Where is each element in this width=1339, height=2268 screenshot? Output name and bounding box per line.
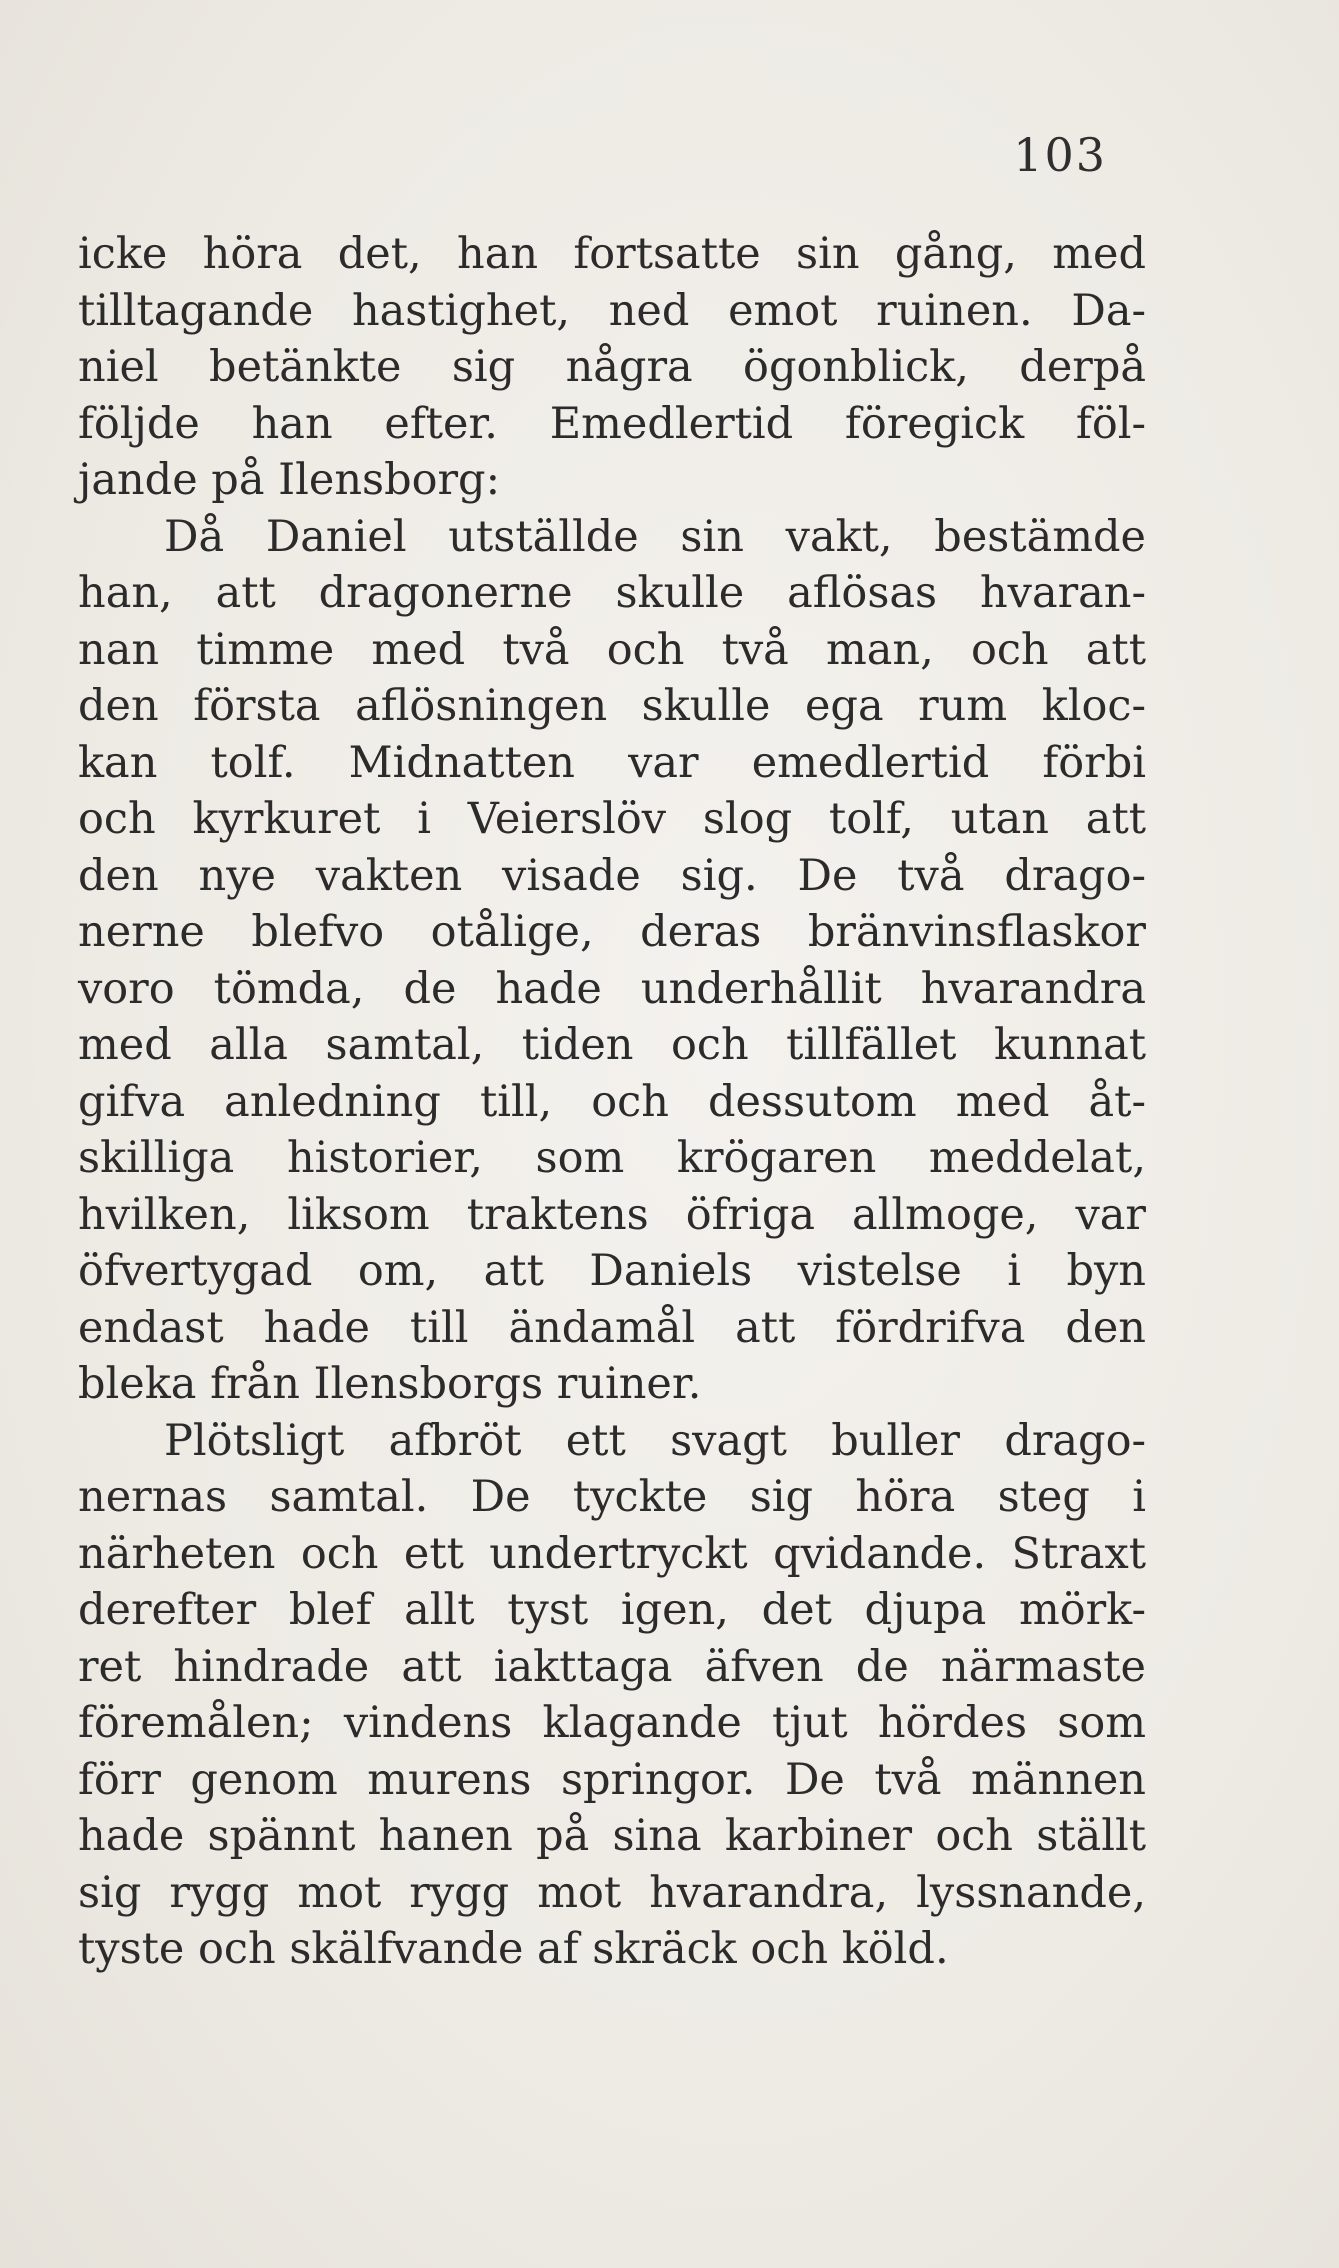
text-line: Då Daniel utställde sin vakt, bestämde	[164, 511, 1146, 562]
text-line: endast hade till ändamål att fördrifva den	[78, 1302, 1146, 1353]
text-line: föremålen; vindens klagande tjut hördes som	[78, 1698, 1146, 1748]
text-line: icke höra det, han fortsatte sin gång, med	[78, 229, 1146, 279]
text-line: han, att dragonerne skulle aflösas hvaran-	[78, 568, 1146, 618]
text-line: och kyrkuret i Veierslöv slog tolf, utan att	[78, 794, 1146, 844]
text-line: Plötsligt afbröt ett svagt buller drago-	[164, 1415, 1146, 1466]
text-line: tyste och skälfvande af skräck och köld.	[78, 1924, 949, 1974]
text-line: derefter blef allt tyst igen, det djupa mörk-	[78, 1585, 1146, 1635]
text-line: ret hindrade att iakttaga äfven de närmaste	[78, 1641, 1146, 1692]
text-line: närheten och ett undertryckt qvidande. Straxt	[78, 1528, 1146, 1579]
text-line: bleka från Ilensborgs ruiner.	[78, 1359, 702, 1409]
text-line: öfvertygad om, att Daniels vistelse i byn	[78, 1246, 1146, 1296]
text-line: hvilken, liksom traktens öfriga allmoge, var	[78, 1189, 1146, 1240]
text-line: med alla samtal, tiden och tillfället kunnat	[78, 1020, 1146, 1070]
text-line: den första aflösningen skulle ega rum kloc-	[78, 681, 1146, 731]
text-line: nernas samtal. De tyckte sig höra steg i	[78, 1472, 1146, 1522]
text-line: sig rygg mot rygg mot hvarandra, lyssnande,	[78, 1867, 1146, 1918]
text-line: tilltagande hastighet, ned emot ruinen. Da-	[78, 285, 1146, 336]
text-line: gifva anledning till, och dessutom med åt-	[78, 1076, 1146, 1127]
text-line: niel betänkte sig några ögonblick, derpå	[78, 342, 1146, 392]
text-line: jande på Ilensborg:	[78, 455, 501, 505]
text-line: förr genom murens springor. De två männen	[78, 1754, 1146, 1805]
text-line: nan timme med två och två man, och att	[78, 624, 1146, 675]
text-line: hade spännt hanen på sina karbiner och ställt	[78, 1811, 1146, 1861]
text-line: följde han efter. Emedlertid föregick föl-	[78, 398, 1146, 449]
body-text	[78, 226, 1146, 1978]
text-line: voro tömda, de hade underhållit hvarandra	[78, 963, 1146, 1014]
text-line: skilliga historier, som krögaren meddelat,	[78, 1133, 1146, 1183]
text-line: nerne blefvo otålige, deras bränvinsflaskor	[78, 907, 1146, 957]
text-line: kan tolf. Midnatten var emedlertid förbi	[78, 737, 1146, 788]
text-line: den nye vakten visade sig. De två drago-	[78, 850, 1146, 901]
page-number: 103	[1013, 128, 1107, 182]
